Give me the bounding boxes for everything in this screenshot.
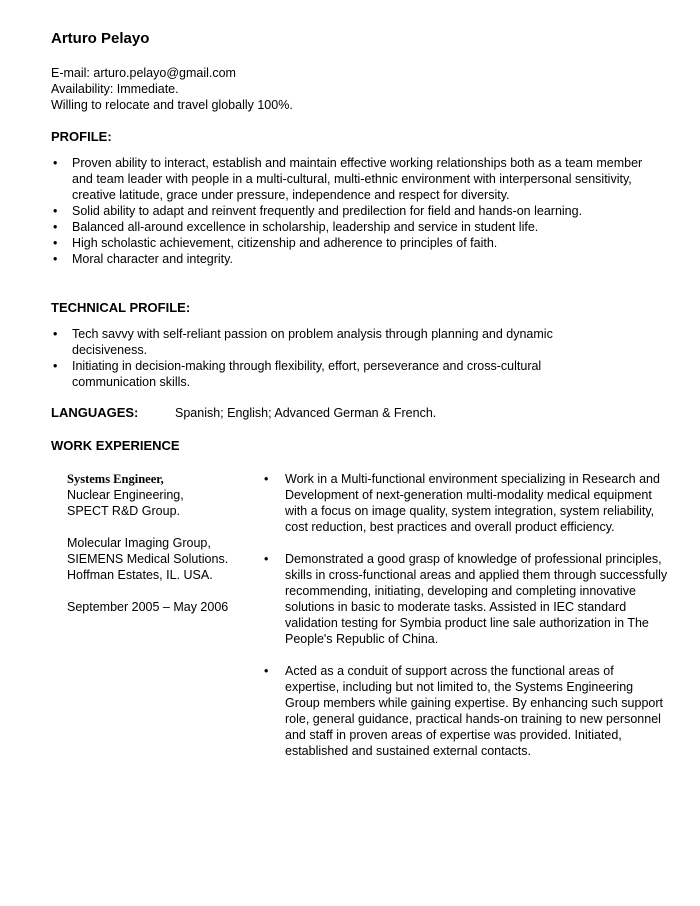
list-item: • Initiating in decision-making through flexibility, effort, perseverance and cross-cultural communication skills. <box>53 359 542 389</box>
languages-row <box>51 405 437 421</box>
bullet-icon: • <box>264 664 269 678</box>
list-item: • Acted as a conduit of support across the functional areas of expertise, including but not limited to, the Systems Engineering Group members while gaining expertise. By enhancing such support role, general guidance, practical hands-on training to new personnel and staff in proven areas of expertise was provided. Initiated, established and sustained external contacts. <box>264 664 663 758</box>
bullet-icon: • <box>53 252 58 266</box>
profile-heading: PROFILE: <box>51 129 112 144</box>
availability-line: Availability: Immediate. <box>51 82 179 96</box>
bullet-icon: • <box>264 552 269 566</box>
job-company: SIEMENS Medical Solutions. <box>67 552 229 566</box>
list-item: • Tech savvy with self-reliant passion on problem analysis through planning and dynamic decisiveness. <box>53 327 553 357</box>
list-item: • High scholastic achievement, citizenship and adherence to principles of faith. <box>53 236 498 250</box>
candidate-name: Arturo Pelayo <box>51 30 150 47</box>
bullet-icon: • <box>53 220 58 234</box>
work-list <box>263 471 671 775</box>
bullet-icon: • <box>53 327 58 341</box>
technical-heading: TECHNICAL PROFILE: <box>51 300 191 315</box>
list-item: • Proven ability to interact, establish and maintain effective working relationships both as a team member and team leader with people in a multi-cultural, multi-ethnic environment with interpersonal sensitivity, creative latitude, grace under pressure, independence and respect for diversity. <box>53 156 643 202</box>
job-dates: September 2005 – May 2006 <box>67 600 229 614</box>
languages-value: Spanish; English; Advanced German & French. <box>175 406 437 420</box>
job-details <box>67 471 257 615</box>
work-heading: WORK EXPERIENCE <box>51 438 180 453</box>
languages-heading: LANGUAGES: <box>51 405 139 420</box>
email-line: E-mail: arturo.pelayo@gmail.com <box>51 66 236 80</box>
job-title: Systems Engineer, <box>67 472 164 486</box>
list-item: • Moral character and integrity. <box>53 252 233 266</box>
job-division: Molecular Imaging Group, <box>67 536 211 550</box>
bullet-icon: • <box>53 156 58 170</box>
bullet-icon: • <box>53 204 58 218</box>
job-location: Hoffman Estates, IL. USA. <box>67 568 213 582</box>
bullet-icon: • <box>53 359 58 373</box>
bullet-icon: • <box>264 472 269 486</box>
list-item: • Balanced all-around excellence in scholarship, leadership and service in student life. <box>53 220 539 234</box>
list-item: • Solid ability to adapt and reinvent frequently and predilection for field and hands-on learning. <box>53 204 583 218</box>
contact-block <box>51 65 293 113</box>
job-department: Nuclear Engineering, <box>67 488 184 502</box>
relocate-line: Willing to relocate and travel globally 100%. <box>51 98 293 112</box>
profile-list <box>51 155 651 267</box>
job-group: SPECT R&D Group. <box>67 504 181 518</box>
technical-list <box>51 326 611 390</box>
list-item: • Demonstrated a good grasp of knowledge of professional principles, skills in cross-functional areas and applied them through successfully recommending, initiating, developing and completing innovative solutions in basic to moderate tasks. Assisted in IEC standard validation testing for Symbia product line sale authorization in The People's Republic of China. <box>264 552 668 646</box>
list-item: • Work in a Multi-functional environment specializing in Research and Development of next-generation multi-modality medical equipment with a focus on image quality, system integration, system reliability, cost reduction, best practices and overall product efficiency. <box>264 472 660 534</box>
bullet-icon: • <box>53 236 58 250</box>
